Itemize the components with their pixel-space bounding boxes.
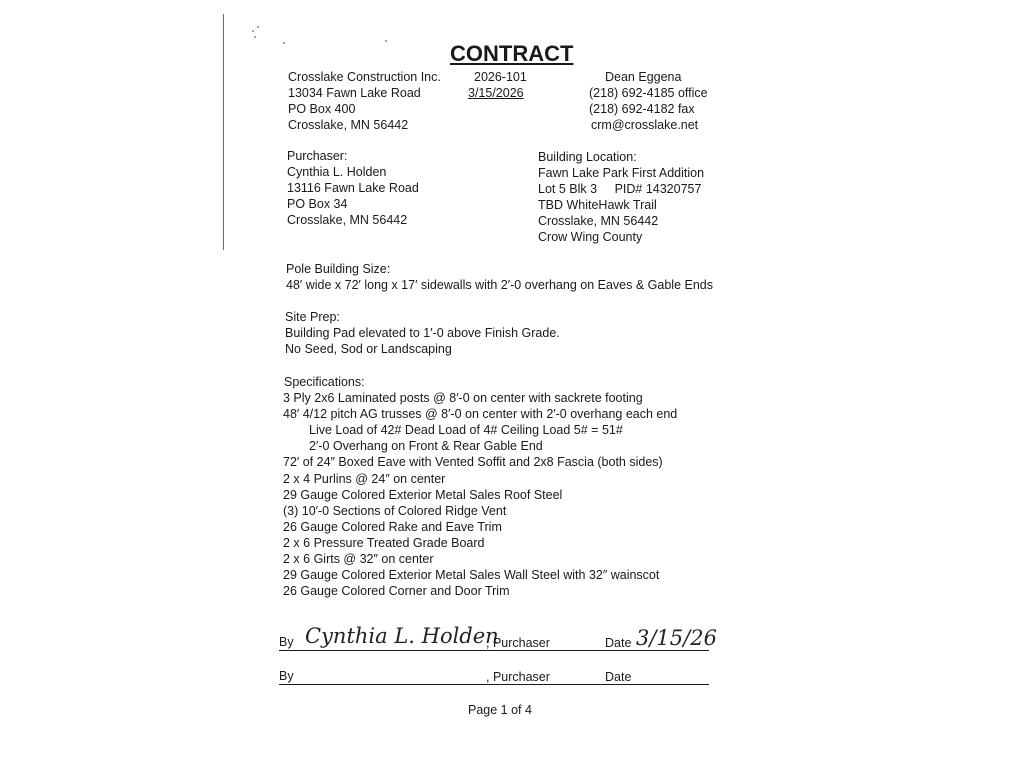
contact-name: Dean Eggena [605, 70, 682, 84]
contact-office-phone: (218) 692-4185 office [589, 86, 708, 101]
signature-1-line [279, 650, 709, 651]
building-location-line4: Crosslake, MN 56442 [538, 214, 659, 229]
document-title: CONTRACT [450, 41, 574, 66]
contact-block [589, 69, 708, 133]
building-location-lot-line [538, 181, 704, 197]
building-location-lot: Lot 5 Blk 3 [538, 182, 598, 197]
contract-date: 3/15/2026 [468, 86, 524, 101]
site-prep-line1: Building Pad elevated to 1′-0 above Finish Grade. [285, 326, 560, 341]
spec-item: 2 x 6 Girts @ 32″ on center [283, 552, 434, 567]
purchaser-city: Crosslake, MN 56442 [287, 213, 408, 228]
spec-item: 48′ 4/12 pitch AG trusses @ 8′-0 on center with 2′-0 overhang each end [283, 407, 678, 422]
signature-2-role: , Purchaser [486, 670, 550, 684]
spec-item: 2 x 4 Purlins @ 24″ on center [283, 471, 446, 486]
building-location-pid: PID# 14320757 [614, 182, 702, 197]
spec-item: 26 Gauge Colored Corner and Door Trim [283, 584, 510, 599]
purchaser-street: 13116 Fawn Lake Road [287, 181, 419, 196]
pole-building-section [286, 261, 713, 293]
scan-speck [283, 42, 285, 44]
specifications-section [283, 374, 677, 599]
signature-1-date-handwritten: 3/15/26 [636, 626, 717, 650]
building-location-label: Building Location: [538, 150, 637, 164]
spec-item: 2′-0 Overhang on Front & Rear Gable End [309, 439, 543, 454]
spec-item: Live Load of 42# Dead Load of 4# Ceiling Load 5# = 51# [309, 423, 623, 438]
site-prep-line2: No Seed, Sod or Landscaping [285, 342, 452, 357]
site-prep-section [285, 309, 560, 357]
site-prep-label: Site Prep: [285, 310, 340, 324]
spec-item: 29 Gauge Colored Exterior Metal Sales Roof Steel [283, 487, 563, 502]
building-location-line3: TBD WhiteHawk Trail [538, 198, 657, 213]
scan-speck [254, 36, 256, 38]
spec-item: 72′ of 24″ Boxed Eave with Vented Soffit and 2x8 Fascia (both sides) [283, 455, 663, 470]
scan-speck [257, 26, 259, 28]
spec-item: 29 Gauge Colored Exterior Metal Sales Wall Steel with 32″ wainscot [283, 568, 660, 583]
building-location-block [538, 149, 704, 246]
scan-speck [252, 30, 254, 32]
signature-1-date-label: Date [605, 636, 632, 650]
signature-2-line [279, 684, 709, 685]
purchaser-label: Purchaser: [287, 149, 348, 163]
company-block [288, 69, 441, 133]
company-name: Crosslake Construction Inc. [288, 70, 441, 84]
purchaser-po-box: PO Box 34 [287, 197, 348, 212]
signature-2-by-label: By [279, 669, 294, 683]
purchaser-block [287, 148, 419, 228]
spec-item: 3 Ply 2x6 Laminated posts @ 8′-0 on center with sackrete footing [283, 391, 643, 406]
pole-building-label: Pole Building Size: [286, 262, 391, 276]
company-po-box: PO Box 400 [288, 102, 356, 117]
page-number: Page 1 of 4 [468, 703, 532, 717]
company-city: Crosslake, MN 56442 [288, 118, 409, 133]
spec-item: 2 x 6 Pressure Treated Grade Board [283, 535, 485, 550]
signature-1-by-label: By [279, 635, 294, 649]
building-location-line5: Crow Wing County [538, 230, 643, 245]
purchaser-name: Cynthia L. Holden [287, 165, 387, 180]
contract-id-block [468, 69, 527, 101]
signature-1-role: , Purchaser [486, 636, 550, 650]
contact-email: crm@crosslake.net [591, 118, 699, 133]
contact-fax: (218) 692-4182 fax [589, 102, 695, 117]
signature-2-date-label: Date [605, 670, 632, 684]
scan-speck [385, 40, 387, 42]
company-street: 13034 Fawn Lake Road [288, 86, 421, 101]
spec-item: (3) 10′-0 Sections of Colored Ridge Vent [283, 503, 507, 518]
scan-edge-line [223, 14, 224, 250]
signature-1-handwritten: Cynthia L. Holden [305, 624, 499, 648]
spec-item: 26 Gauge Colored Rake and Eave Trim [283, 519, 502, 534]
contract-number: 2026-101 [474, 70, 527, 84]
pole-building-text: 48′ wide x 72′ long x 17′ sidewalls with 2′-0 overhang on Eaves & Gable Ends [286, 278, 713, 293]
specifications-label: Specifications: [284, 375, 365, 389]
building-location-line1: Fawn Lake Park First Addition [538, 166, 705, 181]
